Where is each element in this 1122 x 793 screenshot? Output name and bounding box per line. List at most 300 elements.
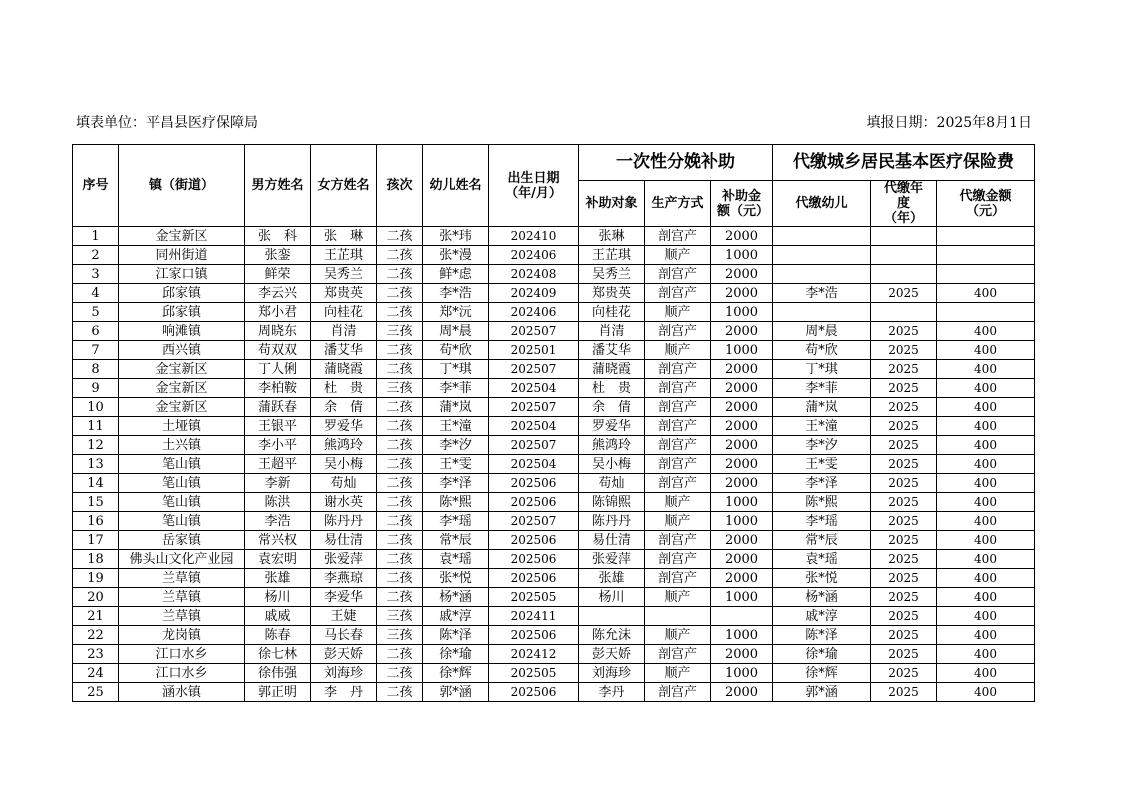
cell-no: 8 bbox=[73, 360, 119, 379]
table-row bbox=[73, 626, 1035, 645]
cell-child: 张*玮 bbox=[423, 227, 489, 246]
col-town: 镇（街道） bbox=[119, 145, 245, 227]
cell-paid-year: 2025 bbox=[871, 607, 937, 626]
cell-subsidy-amount: 1000 bbox=[711, 303, 773, 322]
cell-town: 西兴镇 bbox=[119, 341, 245, 360]
cell-order: 二孩 bbox=[377, 360, 423, 379]
cell-paid-amount: 400 bbox=[937, 531, 1035, 550]
col-paid-child: 代缴幼儿 bbox=[773, 181, 871, 227]
cell-subsidy-target: 吴秀兰 bbox=[579, 265, 645, 284]
cell-order: 二孩 bbox=[377, 645, 423, 664]
cell-no: 15 bbox=[73, 493, 119, 512]
cell-paid-year: 2025 bbox=[871, 550, 937, 569]
cell-paid-year: 2025 bbox=[871, 341, 937, 360]
cell-mother: 彭天娇 bbox=[311, 645, 377, 664]
cell-birth: 202406 bbox=[489, 246, 579, 265]
table-row bbox=[73, 455, 1035, 474]
cell-order: 二孩 bbox=[377, 664, 423, 683]
cell-no: 16 bbox=[73, 512, 119, 531]
table-row bbox=[73, 531, 1035, 550]
cell-birth: 202506 bbox=[489, 474, 579, 493]
cell-town: 兰草镇 bbox=[119, 588, 245, 607]
cell-paid-amount: 400 bbox=[937, 493, 1035, 512]
cell-town: 金宝新区 bbox=[119, 379, 245, 398]
cell-mother: 潘艾华 bbox=[311, 341, 377, 360]
cell-paid-amount: 400 bbox=[937, 626, 1035, 645]
cell-subsidy-amount: 2000 bbox=[711, 531, 773, 550]
cell-town: 金宝新区 bbox=[119, 227, 245, 246]
cell-child: 徐*瑜 bbox=[423, 645, 489, 664]
cell-town: 兰草镇 bbox=[119, 569, 245, 588]
cell-no: 2 bbox=[73, 246, 119, 265]
cell-subsidy-target: 罗爱华 bbox=[579, 417, 645, 436]
cell-mother: 吴小梅 bbox=[311, 455, 377, 474]
cell-mother: 李 丹 bbox=[311, 683, 377, 702]
table-row bbox=[73, 398, 1035, 417]
cell-birth: 202409 bbox=[489, 284, 579, 303]
cell-subsidy-amount: 2000 bbox=[711, 683, 773, 702]
cell-order: 二孩 bbox=[377, 246, 423, 265]
cell-paid-year bbox=[871, 265, 937, 284]
cell-paid-amount: 400 bbox=[937, 379, 1035, 398]
cell-order: 二孩 bbox=[377, 417, 423, 436]
cell-birth: 202507 bbox=[489, 360, 579, 379]
cell-no: 25 bbox=[73, 683, 119, 702]
cell-paid-year: 2025 bbox=[871, 360, 937, 379]
cell-town: 同州街道 bbox=[119, 246, 245, 265]
cell-paid-child: 李*汐 bbox=[773, 436, 871, 455]
cell-mother: 余 倩 bbox=[311, 398, 377, 417]
cell-delivery: 顺产 bbox=[645, 664, 711, 683]
cell-subsidy-amount: 1000 bbox=[711, 664, 773, 683]
col-order: 孩次 bbox=[377, 145, 423, 227]
cell-order: 二孩 bbox=[377, 512, 423, 531]
cell-paid-year: 2025 bbox=[871, 512, 937, 531]
cell-delivery: 剖宫产 bbox=[645, 284, 711, 303]
col-no: 序号 bbox=[73, 145, 119, 227]
table-row bbox=[73, 379, 1035, 398]
group-insurance: 代缴城乡居民基本医疗保险费 bbox=[773, 145, 1035, 181]
cell-paid-child: 丁*琪 bbox=[773, 360, 871, 379]
cell-no: 4 bbox=[73, 284, 119, 303]
cell-delivery: 剖宫产 bbox=[645, 455, 711, 474]
cell-paid-child: 李*菲 bbox=[773, 379, 871, 398]
cell-delivery: 剖宫产 bbox=[645, 531, 711, 550]
cell-delivery: 剖宫产 bbox=[645, 474, 711, 493]
cell-birth: 202406 bbox=[489, 303, 579, 322]
cell-father: 陈春 bbox=[245, 626, 311, 645]
cell-no: 24 bbox=[73, 664, 119, 683]
cell-delivery: 剖宫产 bbox=[645, 322, 711, 341]
cell-father: 郑小君 bbox=[245, 303, 311, 322]
cell-mother: 刘海珍 bbox=[311, 664, 377, 683]
table-row bbox=[73, 645, 1035, 664]
cell-subsidy-target: 李丹 bbox=[579, 683, 645, 702]
table-row bbox=[73, 664, 1035, 683]
cell-paid-amount: 400 bbox=[937, 436, 1035, 455]
table-row bbox=[73, 493, 1035, 512]
cell-birth: 202504 bbox=[489, 417, 579, 436]
table-row bbox=[73, 588, 1035, 607]
cell-town: 金宝新区 bbox=[119, 398, 245, 417]
col-subsidy-amount: 补助金额（元） bbox=[711, 181, 773, 227]
cell-child: 郑*沅 bbox=[423, 303, 489, 322]
table-row bbox=[73, 322, 1035, 341]
cell-paid-year: 2025 bbox=[871, 417, 937, 436]
cell-father: 李柏鞍 bbox=[245, 379, 311, 398]
cell-subsidy-target: 陈丹丹 bbox=[579, 512, 645, 531]
cell-birth: 202504 bbox=[489, 379, 579, 398]
cell-town: 笔山镇 bbox=[119, 512, 245, 531]
cell-father: 徐伟强 bbox=[245, 664, 311, 683]
cell-child: 李*泽 bbox=[423, 474, 489, 493]
cell-child: 陈*熙 bbox=[423, 493, 489, 512]
cell-paid-child: 陈*泽 bbox=[773, 626, 871, 645]
cell-subsidy-amount: 2000 bbox=[711, 436, 773, 455]
table-row bbox=[73, 246, 1035, 265]
col-birth: 出生日期（年/月） bbox=[489, 145, 579, 227]
cell-order: 二孩 bbox=[377, 455, 423, 474]
table-row bbox=[73, 303, 1035, 322]
col-subsidy-target: 补助对象 bbox=[579, 181, 645, 227]
cell-order: 二孩 bbox=[377, 265, 423, 284]
cell-delivery: 剖宫产 bbox=[645, 417, 711, 436]
cell-paid-amount: 400 bbox=[937, 322, 1035, 341]
cell-town: 佛头山文化产业园 bbox=[119, 550, 245, 569]
cell-subsidy-target: 张琳 bbox=[579, 227, 645, 246]
cell-order: 二孩 bbox=[377, 284, 423, 303]
cell-paid-amount: 400 bbox=[937, 664, 1035, 683]
cell-paid-child: 杨*涵 bbox=[773, 588, 871, 607]
cell-town: 土垭镇 bbox=[119, 417, 245, 436]
cell-child: 蒲*岚 bbox=[423, 398, 489, 417]
cell-paid-year: 2025 bbox=[871, 626, 937, 645]
cell-father: 李浩 bbox=[245, 512, 311, 531]
col-delivery: 生产方式 bbox=[645, 181, 711, 227]
cell-order: 二孩 bbox=[377, 493, 423, 512]
col-child: 幼儿姓名 bbox=[423, 145, 489, 227]
fill-unit: 填表单位：平昌县医疗保障局 bbox=[76, 115, 258, 131]
cell-subsidy-target: 蒲晓霞 bbox=[579, 360, 645, 379]
cell-no: 19 bbox=[73, 569, 119, 588]
cell-child: 袁*瑶 bbox=[423, 550, 489, 569]
cell-town: 响滩镇 bbox=[119, 322, 245, 341]
cell-paid-amount: 400 bbox=[937, 683, 1035, 702]
cell-birth: 202507 bbox=[489, 322, 579, 341]
cell-paid-year: 2025 bbox=[871, 569, 937, 588]
cell-child: 陈*泽 bbox=[423, 626, 489, 645]
table-row bbox=[73, 683, 1035, 702]
cell-paid-year: 2025 bbox=[871, 379, 937, 398]
cell-town: 笔山镇 bbox=[119, 493, 245, 512]
cell-subsidy-target: 向桂花 bbox=[579, 303, 645, 322]
col-paid-year: 代缴年度（年） bbox=[871, 181, 937, 227]
cell-father: 袁宏明 bbox=[245, 550, 311, 569]
cell-birth: 202412 bbox=[489, 645, 579, 664]
cell-paid-year: 2025 bbox=[871, 398, 937, 417]
cell-no: 7 bbox=[73, 341, 119, 360]
cell-paid-child: 戚*淳 bbox=[773, 607, 871, 626]
cell-no: 13 bbox=[73, 455, 119, 474]
cell-father: 杨川 bbox=[245, 588, 311, 607]
cell-father: 李小平 bbox=[245, 436, 311, 455]
table-row bbox=[73, 569, 1035, 588]
cell-birth: 202506 bbox=[489, 569, 579, 588]
cell-birth: 202507 bbox=[489, 436, 579, 455]
table-row bbox=[73, 512, 1035, 531]
cell-subsidy-target: 杜 贵 bbox=[579, 379, 645, 398]
cell-child: 徐*辉 bbox=[423, 664, 489, 683]
cell-delivery: 剖宫产 bbox=[645, 227, 711, 246]
cell-order: 二孩 bbox=[377, 683, 423, 702]
cell-paid-child: 张*悦 bbox=[773, 569, 871, 588]
cell-child: 李*浩 bbox=[423, 284, 489, 303]
cell-no: 11 bbox=[73, 417, 119, 436]
cell-order: 三孩 bbox=[377, 379, 423, 398]
cell-subsidy-amount: 1000 bbox=[711, 512, 773, 531]
cell-subsidy-target: 潘艾华 bbox=[579, 341, 645, 360]
cell-mother: 郑贵英 bbox=[311, 284, 377, 303]
cell-delivery: 剖宫产 bbox=[645, 550, 711, 569]
cell-birth: 202408 bbox=[489, 265, 579, 284]
table-row bbox=[73, 284, 1035, 303]
cell-paid-amount: 400 bbox=[937, 645, 1035, 664]
cell-subsidy-target: 张爱萍 bbox=[579, 550, 645, 569]
table-row bbox=[73, 360, 1035, 379]
cell-father: 蒲跃春 bbox=[245, 398, 311, 417]
cell-paid-year: 2025 bbox=[871, 683, 937, 702]
cell-subsidy-target: 陈锦熙 bbox=[579, 493, 645, 512]
cell-town: 江口水乡 bbox=[119, 645, 245, 664]
cell-mother: 谢水英 bbox=[311, 493, 377, 512]
cell-subsidy-amount: 2000 bbox=[711, 455, 773, 474]
cell-mother: 蒲晓霞 bbox=[311, 360, 377, 379]
cell-father: 徐七林 bbox=[245, 645, 311, 664]
cell-town: 金宝新区 bbox=[119, 360, 245, 379]
cell-mother: 张爱萍 bbox=[311, 550, 377, 569]
cell-order: 二孩 bbox=[377, 398, 423, 417]
table-body bbox=[73, 227, 1035, 702]
cell-child: 张*漫 bbox=[423, 246, 489, 265]
cell-paid-amount: 400 bbox=[937, 512, 1035, 531]
cell-father: 陈洪 bbox=[245, 493, 311, 512]
cell-order: 二孩 bbox=[377, 341, 423, 360]
cell-delivery: 顺产 bbox=[645, 512, 711, 531]
cell-delivery: 剖宫产 bbox=[645, 379, 711, 398]
cell-town: 龙岗镇 bbox=[119, 626, 245, 645]
cell-town: 土兴镇 bbox=[119, 436, 245, 455]
cell-paid-year bbox=[871, 227, 937, 246]
cell-paid-amount: 400 bbox=[937, 417, 1035, 436]
cell-town: 笔山镇 bbox=[119, 474, 245, 493]
cell-subsidy-target bbox=[579, 607, 645, 626]
cell-paid-child: 苟*欣 bbox=[773, 341, 871, 360]
cell-paid-amount bbox=[937, 303, 1035, 322]
group-delivery-subsidy: 一次性分娩补助 bbox=[579, 145, 773, 181]
cell-town: 邱家镇 bbox=[119, 303, 245, 322]
cell-subsidy-target: 余 倩 bbox=[579, 398, 645, 417]
cell-order: 二孩 bbox=[377, 436, 423, 455]
cell-order: 三孩 bbox=[377, 607, 423, 626]
cell-paid-year: 2025 bbox=[871, 455, 937, 474]
cell-paid-child bbox=[773, 303, 871, 322]
cell-mother: 王芷琪 bbox=[311, 246, 377, 265]
cell-paid-child: 陈*熙 bbox=[773, 493, 871, 512]
cell-paid-child: 王*潼 bbox=[773, 417, 871, 436]
cell-paid-year: 2025 bbox=[871, 284, 937, 303]
cell-town: 江口水乡 bbox=[119, 664, 245, 683]
cell-subsidy-target: 吴小梅 bbox=[579, 455, 645, 474]
cell-child: 周*晨 bbox=[423, 322, 489, 341]
cell-no: 9 bbox=[73, 379, 119, 398]
cell-subsidy-amount: 2000 bbox=[711, 360, 773, 379]
cell-delivery: 顺产 bbox=[645, 588, 711, 607]
cell-paid-year bbox=[871, 303, 937, 322]
cell-child: 丁*琪 bbox=[423, 360, 489, 379]
cell-father: 李云兴 bbox=[245, 284, 311, 303]
cell-child: 王*潼 bbox=[423, 417, 489, 436]
table-row bbox=[73, 417, 1035, 436]
cell-town: 岳家镇 bbox=[119, 531, 245, 550]
cell-mother: 吴秀兰 bbox=[311, 265, 377, 284]
cell-birth: 202506 bbox=[489, 683, 579, 702]
cell-mother: 肖清 bbox=[311, 322, 377, 341]
cell-subsidy-amount: 2000 bbox=[711, 265, 773, 284]
fill-date: 填报日期：2025年8月1日 bbox=[866, 115, 1032, 131]
cell-subsidy-target: 杨川 bbox=[579, 588, 645, 607]
table-row bbox=[73, 436, 1035, 455]
cell-subsidy-amount: 2000 bbox=[711, 398, 773, 417]
cell-delivery: 顺产 bbox=[645, 626, 711, 645]
cell-subsidy-amount: 1000 bbox=[711, 626, 773, 645]
cell-mother: 杜 贵 bbox=[311, 379, 377, 398]
cell-subsidy-amount: 1000 bbox=[711, 341, 773, 360]
cell-mother: 陈丹丹 bbox=[311, 512, 377, 531]
cell-birth: 202505 bbox=[489, 664, 579, 683]
cell-order: 二孩 bbox=[377, 531, 423, 550]
cell-paid-year: 2025 bbox=[871, 436, 937, 455]
cell-paid-amount: 400 bbox=[937, 360, 1035, 379]
cell-subsidy-amount: 2000 bbox=[711, 645, 773, 664]
cell-subsidy-target: 刘海珍 bbox=[579, 664, 645, 683]
cell-paid-amount: 400 bbox=[937, 569, 1035, 588]
cell-paid-amount bbox=[937, 227, 1035, 246]
cell-paid-year: 2025 bbox=[871, 645, 937, 664]
cell-child: 鲜*虑 bbox=[423, 265, 489, 284]
cell-child: 常*辰 bbox=[423, 531, 489, 550]
cell-father: 戚威 bbox=[245, 607, 311, 626]
cell-no: 5 bbox=[73, 303, 119, 322]
cell-paid-amount: 400 bbox=[937, 474, 1035, 493]
cell-subsidy-amount bbox=[711, 607, 773, 626]
cell-subsidy-amount: 1000 bbox=[711, 588, 773, 607]
cell-birth: 202410 bbox=[489, 227, 579, 246]
table-row bbox=[73, 265, 1035, 284]
cell-subsidy-target: 郑贵英 bbox=[579, 284, 645, 303]
cell-paid-child bbox=[773, 246, 871, 265]
cell-child: 李*汐 bbox=[423, 436, 489, 455]
cell-paid-amount: 400 bbox=[937, 398, 1035, 417]
cell-subsidy-target: 熊鸿玲 bbox=[579, 436, 645, 455]
cell-no: 10 bbox=[73, 398, 119, 417]
cell-no: 3 bbox=[73, 265, 119, 284]
cell-delivery: 剖宫产 bbox=[645, 436, 711, 455]
cell-delivery: 顺产 bbox=[645, 493, 711, 512]
cell-birth: 202506 bbox=[489, 531, 579, 550]
cell-paid-year: 2025 bbox=[871, 474, 937, 493]
cell-father: 郭正明 bbox=[245, 683, 311, 702]
cell-child: 杨*涵 bbox=[423, 588, 489, 607]
cell-paid-child: 李*瑶 bbox=[773, 512, 871, 531]
cell-child: 苟*欣 bbox=[423, 341, 489, 360]
cell-paid-child: 袁*瑶 bbox=[773, 550, 871, 569]
col-mother: 女方姓名 bbox=[311, 145, 377, 227]
cell-town: 笔山镇 bbox=[119, 455, 245, 474]
cell-paid-amount: 400 bbox=[937, 341, 1035, 360]
cell-subsidy-amount: 2000 bbox=[711, 417, 773, 436]
cell-paid-amount: 400 bbox=[937, 284, 1035, 303]
cell-subsidy-amount: 2000 bbox=[711, 569, 773, 588]
col-father: 男方姓名 bbox=[245, 145, 311, 227]
cell-birth: 202506 bbox=[489, 626, 579, 645]
cell-town: 邱家镇 bbox=[119, 284, 245, 303]
cell-no: 12 bbox=[73, 436, 119, 455]
cell-paid-child: 李*浩 bbox=[773, 284, 871, 303]
cell-child: 李*菲 bbox=[423, 379, 489, 398]
table-row bbox=[73, 607, 1035, 626]
cell-paid-amount: 400 bbox=[937, 550, 1035, 569]
cell-delivery bbox=[645, 607, 711, 626]
cell-paid-child: 蒲*岚 bbox=[773, 398, 871, 417]
cell-father: 王银平 bbox=[245, 417, 311, 436]
cell-delivery: 顺产 bbox=[645, 246, 711, 265]
cell-order: 二孩 bbox=[377, 588, 423, 607]
cell-paid-child: 周*晨 bbox=[773, 322, 871, 341]
cell-father: 张 科 bbox=[245, 227, 311, 246]
cell-father: 张雄 bbox=[245, 569, 311, 588]
cell-order: 二孩 bbox=[377, 227, 423, 246]
cell-paid-amount bbox=[937, 246, 1035, 265]
cell-father: 李新 bbox=[245, 474, 311, 493]
cell-subsidy-amount: 2000 bbox=[711, 322, 773, 341]
cell-paid-year: 2025 bbox=[871, 588, 937, 607]
cell-delivery: 剖宫产 bbox=[645, 398, 711, 417]
cell-paid-year: 2025 bbox=[871, 493, 937, 512]
cell-paid-child: 常*辰 bbox=[773, 531, 871, 550]
cell-mother: 王婕 bbox=[311, 607, 377, 626]
cell-birth: 202505 bbox=[489, 588, 579, 607]
cell-subsidy-amount: 2000 bbox=[711, 284, 773, 303]
cell-paid-child: 郭*涵 bbox=[773, 683, 871, 702]
cell-father: 苟双双 bbox=[245, 341, 311, 360]
cell-no: 23 bbox=[73, 645, 119, 664]
cell-child: 郭*涵 bbox=[423, 683, 489, 702]
cell-order: 二孩 bbox=[377, 569, 423, 588]
cell-subsidy-amount: 2000 bbox=[711, 550, 773, 569]
table-row bbox=[73, 341, 1035, 360]
cell-father: 鲜荣 bbox=[245, 265, 311, 284]
cell-mother: 李燕琼 bbox=[311, 569, 377, 588]
cell-paid-amount bbox=[937, 265, 1035, 284]
cell-delivery: 顺产 bbox=[645, 341, 711, 360]
cell-town: 江家口镇 bbox=[119, 265, 245, 284]
cell-no: 14 bbox=[73, 474, 119, 493]
cell-order: 三孩 bbox=[377, 322, 423, 341]
cell-no: 18 bbox=[73, 550, 119, 569]
cell-order: 二孩 bbox=[377, 303, 423, 322]
cell-subsidy-target: 彭天娇 bbox=[579, 645, 645, 664]
cell-delivery: 剖宫产 bbox=[645, 683, 711, 702]
